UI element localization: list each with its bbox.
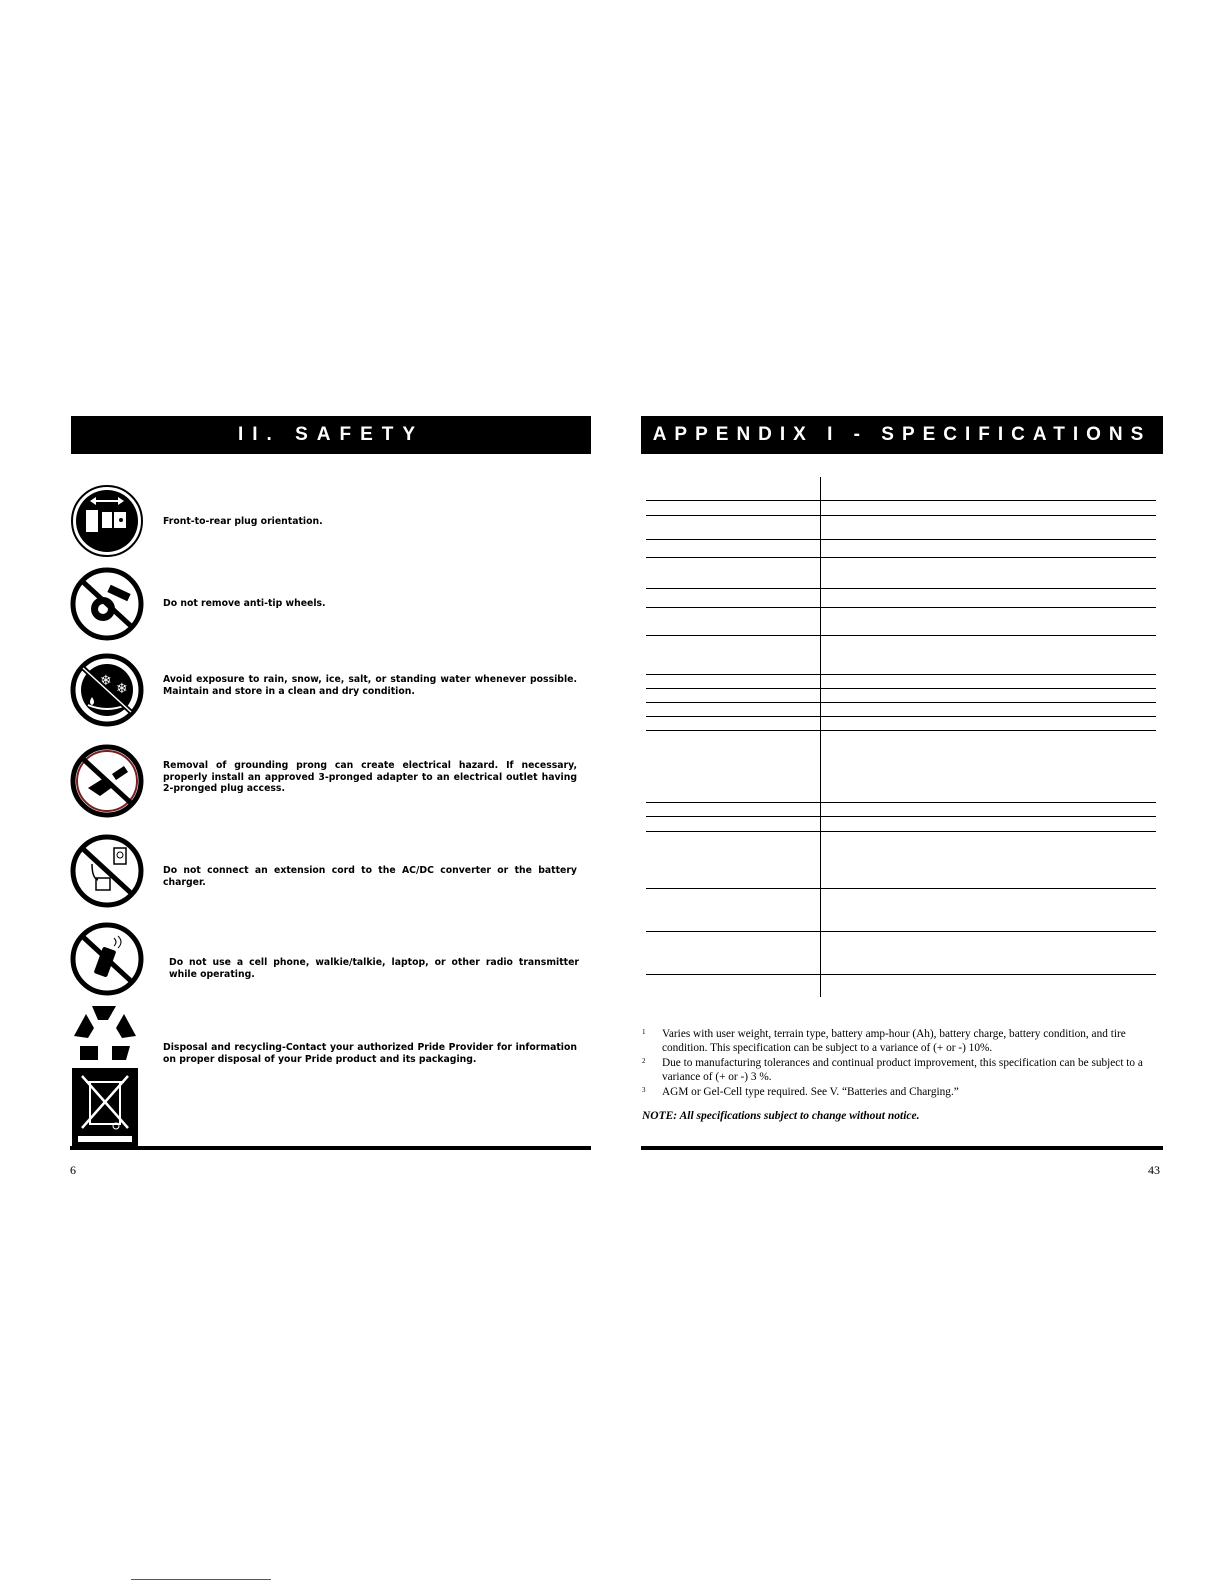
safety-banner: II. SAFETY — [71, 416, 591, 454]
safety-text: Do not connect an extension cord to the AC/DC converter or the battery charger. — [163, 865, 577, 888]
no-remove-antitip-icon — [70, 567, 144, 641]
table-row-line — [646, 607, 1156, 608]
safety-text: Do not use a cell phone, walkie/talkie, laptop, or other radio transmitter while operating. — [169, 957, 579, 980]
safety-text: Front-to-rear plug orientation. — [163, 516, 323, 527]
svg-text:❄: ❄ — [100, 673, 112, 689]
plug-orientation-icon — [70, 484, 144, 558]
table-row-line — [646, 674, 1156, 675]
table-row-line — [646, 831, 1156, 832]
table-row-line — [646, 539, 1156, 540]
footnotes — [642, 1027, 1168, 1100]
table-row-line — [646, 730, 1156, 731]
table-row-line — [646, 816, 1156, 817]
no-cell-phone-icon — [70, 922, 144, 996]
table-row-line — [646, 888, 1156, 889]
table-row-line — [646, 635, 1156, 636]
footnote: 3 AGM or Gel-Cell type required. See V. “Batteries and Charging.” — [642, 1086, 959, 1098]
crossed-bin-icon — [72, 1068, 138, 1147]
right-page-rule — [641, 1146, 1163, 1150]
svg-text:❄: ❄ — [116, 681, 128, 697]
safety-text: Removal of grounding prong can create electrical hazard. If necessary, properly install an approved 3-pronged adapter to an electrical outlet having 2-pronged plug access. — [163, 760, 577, 794]
table-row-line — [646, 802, 1156, 803]
left-page-rule — [70, 1146, 591, 1150]
table-row-line — [646, 515, 1156, 516]
specifications-table — [646, 477, 1156, 997]
table-row-line — [646, 500, 1156, 501]
specifications-banner: APPENDIX I - SPECIFICATIONS — [641, 416, 1163, 454]
table-row-line — [646, 702, 1156, 703]
footnote: 2 Due to manufacturing tolerances and continual product improvement, this specification can be subject to a variance of (+ or -) 3 %. — [642, 1057, 1143, 1083]
table-row-line — [646, 931, 1156, 932]
table-row-line — [646, 716, 1156, 717]
safety-text: Avoid exposure to rain, snow, ice, salt, or standing water whenever possible. Maintain and store in a clean and dry condition. — [163, 674, 577, 697]
avoid-water-icon — [70, 653, 144, 727]
right-page-number: 43 — [1148, 1163, 1160, 1177]
table-row-line — [646, 974, 1156, 975]
specs-note: NOTE: All specifications subject to change without notice. — [642, 1110, 920, 1122]
table-row-line — [646, 588, 1156, 589]
left-page-number: 6 — [70, 1163, 76, 1177]
table-row-line — [646, 688, 1156, 689]
no-extension-cord-icon — [70, 834, 144, 908]
safety-text: Do not remove anti-tip wheels. — [163, 598, 326, 609]
footnote: 1 Varies with user weight, terrain type, battery amp-hour (Ah), battery charge, battery condition, and tire condition. This specification can be subject to a variance of (+ or -) 10%. — [642, 1028, 1126, 1054]
safety-text: Disposal and recycling-Contact your authorized Pride Provider for information on proper disposal of your Pride product and its packaging. — [163, 1042, 577, 1065]
grounding-prong-icon — [70, 744, 144, 818]
bottom-link-line — [131, 1579, 271, 1580]
table-column-divider — [820, 477, 821, 997]
table-row-line — [646, 557, 1156, 558]
recycling-icon — [72, 1002, 138, 1064]
